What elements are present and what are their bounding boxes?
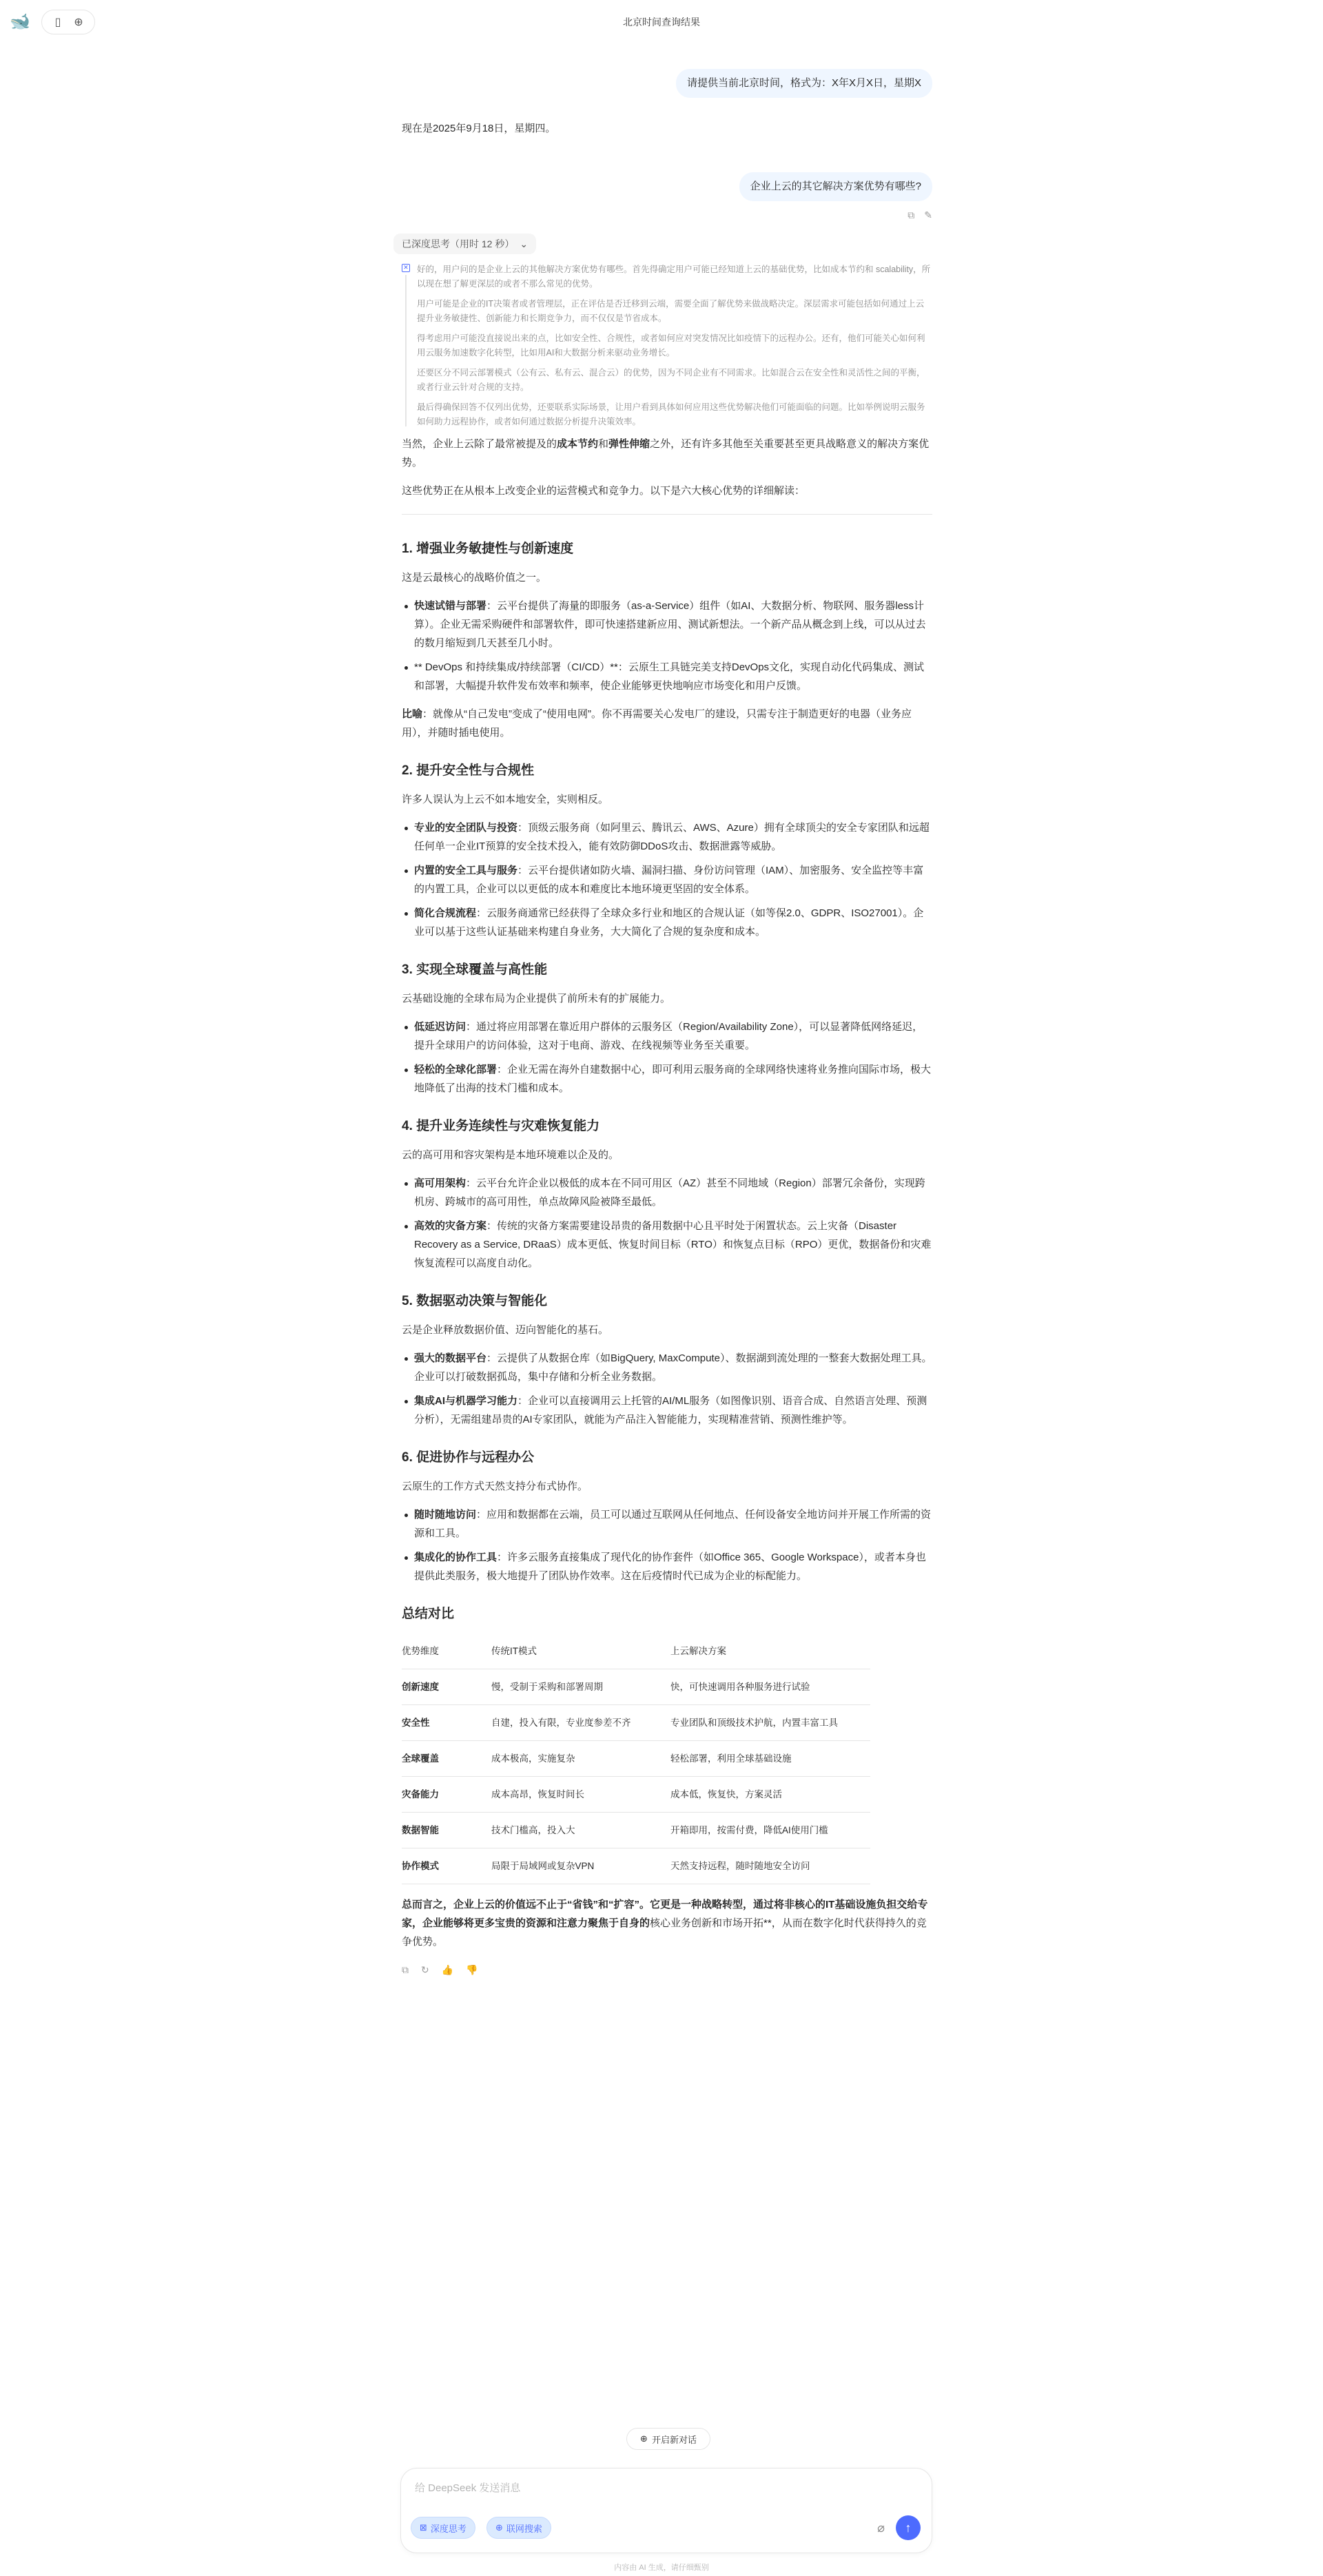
regenerate-icon[interactable]: ↻ bbox=[421, 1964, 429, 1975]
thinking-paragraph: 用户可能是企业的IT决策者或者管理层，正在评估是否迁移到云端，需要全面了解优势来做战略决定。深层需求可能包括如何通过上云提升业务敏捷性、创新能力和长期竞争力，而不仅仅是节省成本。 bbox=[417, 299, 925, 323]
deepseek-logo-icon[interactable]: 🐋 bbox=[10, 12, 30, 31]
list-item: 集成AI与机器学习能力：企业可以直接调用云上托管的AI/ML服务（如图像识别、语音合成、自然语言处理、预测分析），无需组建昂贵的AI专家团队，就能为产品注入智能能力，实现精准营销、预测性维护等。 bbox=[402, 1392, 932, 1429]
thinking-content bbox=[402, 262, 932, 429]
thinking-paragraph: 好的，用户问的是企业上云的其他解决方案优势有哪些。首先得确定用户可能已经知道上云的基础优势，比如成本节约和 scalability，所以现在想了解更深层的或者不那么常见的优势。 bbox=[417, 265, 931, 289]
section-heading: 3. 实现全球覆盖与高性能 bbox=[402, 962, 548, 977]
deep-think-icon: ✕ bbox=[402, 264, 410, 272]
deep-think-label: 深度思考 bbox=[430, 2523, 466, 2534]
bullet-list bbox=[402, 1174, 932, 1272]
bullet-list bbox=[402, 1349, 932, 1429]
section-desc: 这是云最核心的战略价值之一。 bbox=[402, 572, 547, 584]
divider bbox=[402, 514, 932, 515]
thumbs-down-icon[interactable]: 👎 bbox=[466, 1964, 478, 1975]
user-message-actions bbox=[402, 209, 932, 221]
bullet-list bbox=[402, 818, 932, 941]
arrow-up-icon: ↑ bbox=[905, 2520, 912, 2535]
list-item: 快速试错与部署：云平台提供了海量的即服务（as-a-Service）组件（如AI、大数据分析、物联网、服务器less计算）。企业无需采购硬件和部署软件，即可快速搭建新应用、测试新想法。一个新产品从概念到上线，可以从过去的数月缩短到几天甚至几小时。 bbox=[402, 597, 932, 652]
bullet-list bbox=[402, 1018, 932, 1098]
thinking-label: 已深度思考（用时 12 秒） bbox=[402, 238, 515, 249]
conversation bbox=[402, 44, 932, 1979]
list-item: 轻松的全球化部署：企业无需在海外自建数据中心，即可利用云服务商的全球网络快速将业务推向国际市场，极大地降低了出海的技术门槛和成本。 bbox=[402, 1060, 932, 1098]
message-input[interactable] bbox=[415, 2478, 911, 2497]
list-item: 随时随地访问：应用和数据都在云端，员工可以通过互联网从任何地点、任何设备安全地访问并开展工作所需的资源和工具。 bbox=[402, 1505, 932, 1543]
footer-disclaimer: 内容由 AI 生成，请仔细甄别 bbox=[614, 2564, 709, 2572]
paperclip-icon[interactable]: ⌀ bbox=[877, 2521, 885, 2535]
ai-message: 现在是2025年9月18日，星期四。 bbox=[402, 123, 556, 134]
sidebar-toggle-icon[interactable]: ▯ bbox=[54, 17, 61, 28]
list-item: 高效的灾备方案：传统的灾备方案需要建设昂贵的备用数据中心且平时处于闲置状态。云上灾备（Disaster Recovery as a Service, DRaaS）成本更低、恢复时间目标（RTO）和恢复点目标（RPO）更优，数据备份和灾难恢复流程可以高度自动化。 bbox=[402, 1217, 932, 1272]
edit-icon[interactable]: ✎ bbox=[924, 209, 932, 220]
user-message-bubble: 企业上云的其它解决方案优势有哪些? bbox=[739, 172, 932, 201]
section-heading: 2. 提升安全性与合规性 bbox=[402, 763, 535, 778]
send-button[interactable] bbox=[896, 2515, 921, 2540]
new-chat-icon[interactable]: ⊕ bbox=[74, 17, 83, 28]
user-message-bubble: 请提供当前北京时间，格式为：X年X月X日，星期X bbox=[676, 69, 932, 98]
table-row: 数据智能 技术门槛高，投入大 开箱即用，按需付费，降低AI使用门槛 bbox=[402, 1813, 870, 1848]
user-message bbox=[402, 69, 932, 98]
thinking-paragraph: 还要区分不同云部署模式（公有云、私有云、混合云）的优势，因为不同企业有不同需求。比如混合云在安全性和灵活性之间的平衡，或者行业云针对合规的支持。 bbox=[417, 368, 925, 392]
thinking-paragraph: 得考虑用户可能没直接说出来的点，比如安全性、合规性，或者如何应对突发情况比如疫情下的远程办公。还有，他们可能关心如何利用云服务加速数字化转型，比如用AI和大数据分析来驱动业务增长。 bbox=[417, 333, 925, 358]
section-desc: 云是企业释放数据价值、迈向智能化的基石。 bbox=[402, 1324, 609, 1336]
list-item: 低延迟访问：通过将应用部署在靠近用户群体的云服务区（Region/Availability Zone），可以显著降低网络延迟，提升全球用户的访问体验，这对于电商、游戏、在线视频等业务至关重要。 bbox=[402, 1018, 932, 1055]
section-desc: 云原生的工作方式天然支持分布式协作。 bbox=[402, 1481, 588, 1492]
answer-intro: 这些优势正在从根本上改变企业的运营模式和竞争力。以下是六大核心优势的详细解读： bbox=[402, 485, 806, 497]
new-chat-button[interactable] bbox=[626, 2428, 710, 2450]
section-heading: 1. 增强业务敏捷性与创新速度 bbox=[402, 542, 574, 556]
table-row: 全球覆盖 成本极高，实施复杂 轻松部署，利用全球基础设施 bbox=[402, 1741, 870, 1777]
section-desc: 许多人误认为上云不如本地安全，实则相反。 bbox=[402, 794, 609, 805]
summary-heading: 总结对比 bbox=[402, 1607, 455, 1621]
thinking-toggle[interactable] bbox=[393, 234, 536, 254]
table-header-cell: 优势维度 bbox=[402, 1634, 491, 1669]
answer-actions bbox=[402, 1961, 932, 1979]
web-search-label: 联网搜索 bbox=[506, 2523, 542, 2534]
bullet-list bbox=[402, 1505, 932, 1585]
list-item: 强大的数据平台：云提供了从数据仓库（如BigQuery, MaxCompute）、数据湖到流处理的一整套大数据处理工具。企业可以打破数据孤岛，集中存储和分析全业务数据。 bbox=[402, 1349, 932, 1386]
user-message bbox=[402, 172, 932, 201]
web-search-button[interactable] bbox=[486, 2517, 551, 2539]
message-composer bbox=[400, 2468, 932, 2553]
table-row: 创新速度 慢，受制于采购和部署周期 快，可快速调用各种服务进行试验 bbox=[402, 1669, 870, 1705]
copy-icon[interactable]: ⧉ bbox=[402, 1964, 409, 1975]
thumbs-up-icon[interactable]: 👍 bbox=[441, 1964, 454, 1975]
ai-answer bbox=[402, 435, 932, 1979]
thinking-divider bbox=[405, 275, 407, 426]
section-desc: 云的高可用和容灾架构是本地环境难以企及的。 bbox=[402, 1149, 619, 1161]
summary-table bbox=[402, 1634, 870, 1884]
deep-think-button[interactable] bbox=[411, 2517, 475, 2539]
section-heading: 4. 提升业务连续性与灾难恢复能力 bbox=[402, 1119, 600, 1133]
table-header-cell: 上云解决方案 bbox=[670, 1634, 870, 1669]
list-item: ** DevOps 和持续集成/持续部署（CI/CD）**：云原生工具链完美支持DevOps文化，实现自动化代码集成、测试和部署，大幅提升软件发布效率和频率，使企业能够更快地响应市场变化和用户反馈。 bbox=[402, 658, 932, 695]
deep-think-icon: ⊠ bbox=[420, 2522, 427, 2533]
top-bar bbox=[0, 0, 1323, 44]
list-item: 专业的安全团队与投资：顶级云服务商（如阿里云、腾讯云、AWS、Azure）拥有全球顶尖的安全专家团队和远超任何单一企业IT预算的安全技术投入，能有效防御DDoS攻击、数据泄露等威胁。 bbox=[402, 818, 932, 856]
table-header-cell: 传统IT模式 bbox=[491, 1634, 670, 1669]
bullet-list bbox=[402, 597, 932, 695]
table-header-row bbox=[402, 1634, 870, 1669]
new-chat-label: 开启新对话 bbox=[651, 2434, 697, 2445]
table-row: 协作模式 局限于局域网或复杂VPN 天然支持远程，随时随地安全访问 bbox=[402, 1848, 870, 1884]
section-desc: 云基础设施的全球布局为企业提供了前所未有的扩展能力。 bbox=[402, 993, 671, 1004]
table-row: 安全性 自建，投入有限，专业度参差不齐 专业团队和顶级技术护航，内置丰富工具 bbox=[402, 1705, 870, 1741]
table-row: 灾备能力 成本高昂，恢复时间长 成本低，恢复快，方案灵活 bbox=[402, 1777, 870, 1813]
globe-icon: ⊕ bbox=[495, 2522, 503, 2533]
new-chat-icon: ⊕ bbox=[640, 2433, 648, 2444]
copy-icon[interactable]: ⧉ bbox=[907, 209, 915, 220]
list-item: 集成化的协作工具：许多云服务直接集成了现代化的协作套件（如Office 365、Google Workspace），或者本身也提供此类服务，极大地提升了团队协作效率。这在后疫情时代已成为企业的标配能力。 bbox=[402, 1548, 932, 1585]
list-item: 内置的安全工具与服务：云平台提供诸如防火墙、漏洞扫描、身份访问管理（IAM）、加密服务、安全监控等丰富的内置工具，企业可以以更低的成本和难度比本地环境更坚固的安全体系。 bbox=[402, 861, 932, 898]
list-item: 简化合规流程：云服务商通常已经获得了全球众多行业和地区的合规认证（如等保2.0、GDPR、ISO27001）。企业可以基于这些认证基础来构建自身业务，大大简化了合规的复杂度和成本。 bbox=[402, 904, 932, 941]
conclusion: 总而言之，企业上云的价值远不止于“省钱”和“扩容”。它更是一种战略转型，通过将非核心的IT基础设施负担交给专家，企业能够将更多宝贵的资源和注意力聚焦于自身的核心业务创新和市场开拓**，从而在数字化时代获得持久的竞争优势。 bbox=[402, 1899, 928, 1948]
chevron-down-icon: ⌄ bbox=[520, 238, 529, 249]
analogy: 比喻：就像从“自己发电”变成了“使用电网”。你不再需要关心发电厂的建设，只需专注于制造更好的电器（业务应用），并随时插电使用。 bbox=[402, 708, 912, 739]
list-item: 高可用架构：云平台允许企业以极低的成本在不同可用区（AZ）甚至不同地域（Region）部署冗余备份，实现跨机房、跨城市的高可用性，单点故障风险被降至最低。 bbox=[402, 1174, 932, 1211]
section-heading: 6. 促进协作与远程办公 bbox=[402, 1450, 535, 1465]
thinking-paragraph: 最后得确保回答不仅列出优势，还要联系实际场景，让用户看到具体如何应用这些优势解决他们可能面临的问题。比如举例说明云服务如何助力远程协作，或者如何通过数据分析提升决策效率。 bbox=[417, 402, 925, 426]
chat-title: 北京时间查询结果 bbox=[623, 17, 700, 28]
section-heading: 5. 数据驱动决策与智能化 bbox=[402, 1294, 548, 1308]
answer-intro: 当然，企业上云除了最常被提及的成本节约和弹性伸缩之外，还有许多其他至关重要甚至更具战略意义的解决方案优势。 bbox=[402, 438, 930, 468]
